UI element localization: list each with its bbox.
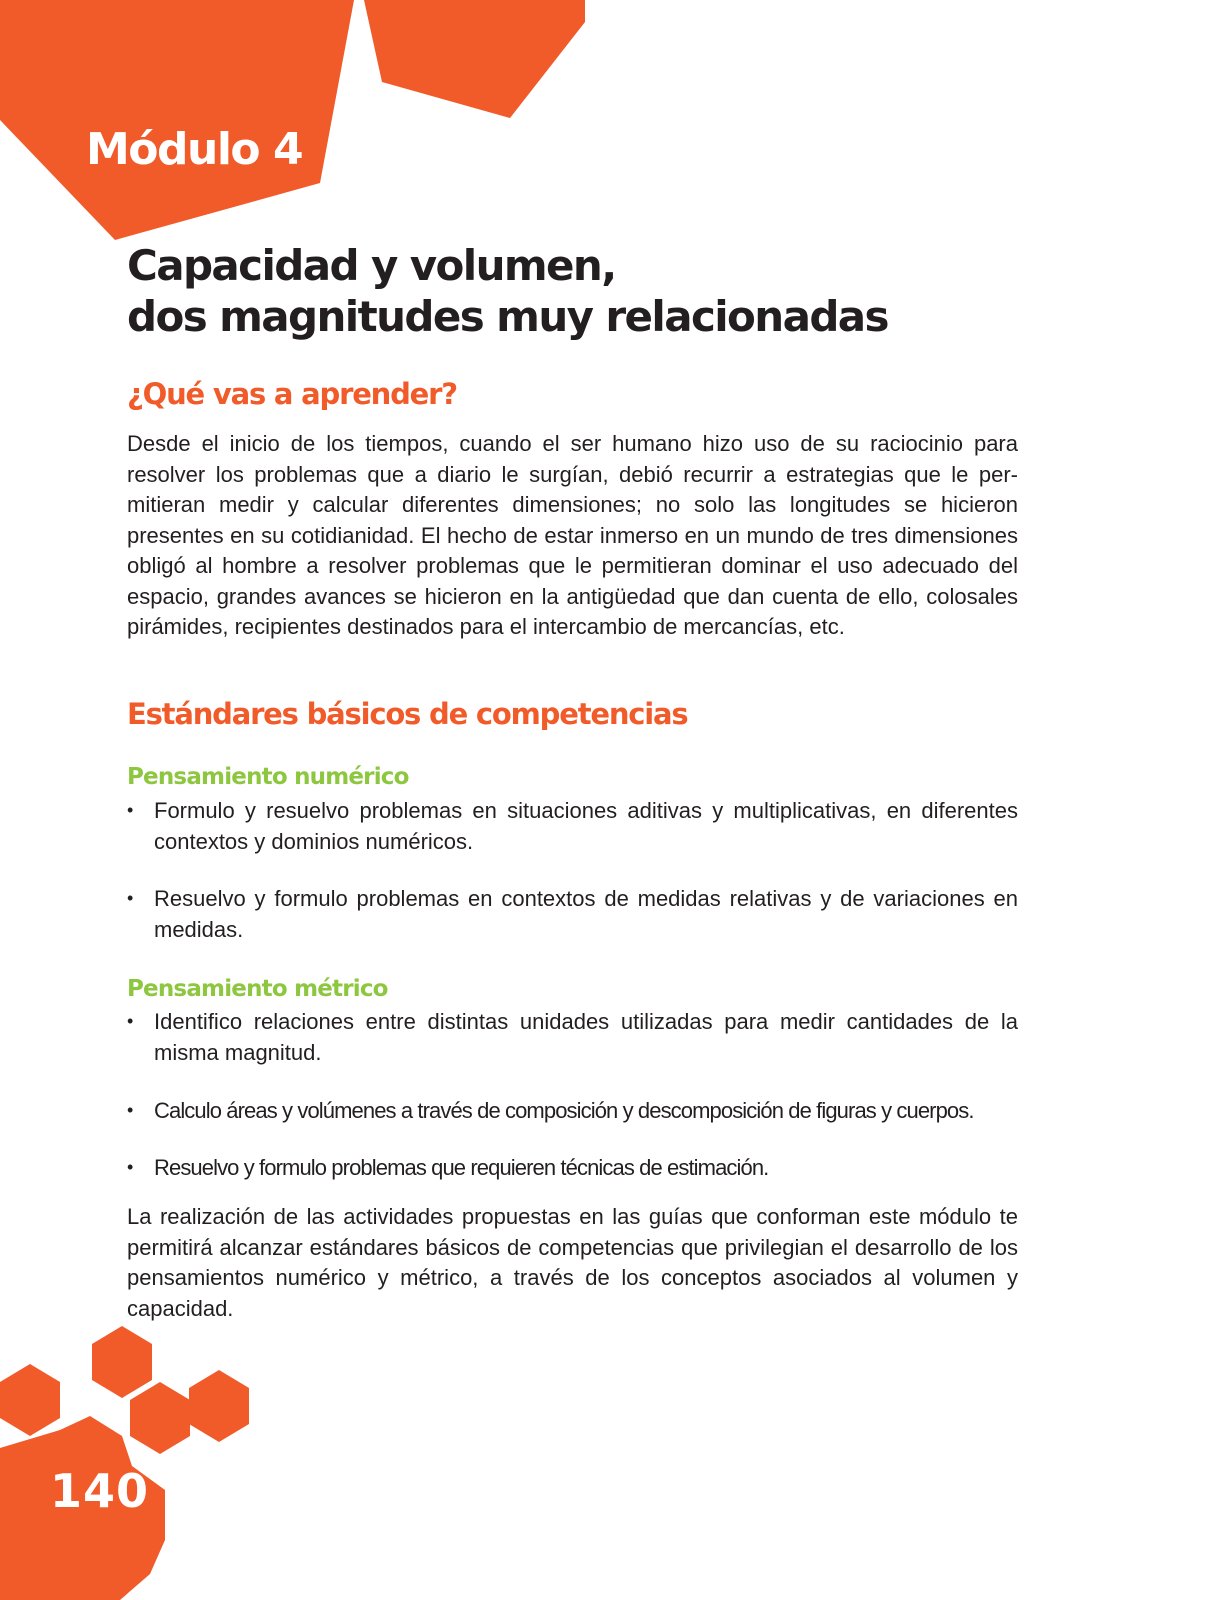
list-item [127,795,1018,857]
closing-paragraph: La realización de las actividades propuestas en las guías que conforman este módulo te permitirá alcanzar estándares básicos de competencias que privilegian el desarrollo de los pensamientos numérico y métrico, a través de los conceptos asociados al volumen y capacidad. [127,1204,1018,1321]
learn-heading: ¿Qué vas a aprender? [127,377,457,411]
list-item-text: Identifico relaciones entre distintas unidades utilizadas para medir cantidades de la misma magnitud. [154,1009,1018,1065]
list-item-text: Formulo y resuelvo problemas en situaciones aditivas y multiplicativas, en diferentes contextos y dominios numéricos. [154,798,1018,854]
bullet-marker: • [127,888,134,908]
page-title [127,240,1027,342]
standards-heading: Estándares básicos de competencias [127,697,688,731]
header-orange-shape [0,0,354,240]
list-item [127,1006,1018,1068]
metric-thinking-heading: Pensamiento métrico [127,976,388,1002]
numeric-thinking-heading: Pensamiento numérico [127,764,409,790]
hexagon-shape [189,1370,249,1442]
list-item [127,1095,1018,1126]
page-number: 140 [50,1464,150,1518]
bullet-marker: • [127,1157,134,1177]
list-item [127,1152,1018,1183]
bullet-marker: • [127,1100,134,1120]
hexagon-shape [130,1382,190,1454]
bullet-marker: • [127,800,134,820]
bottom-hexagon-cluster [0,1320,300,1600]
bullet-marker: • [127,1011,134,1031]
list-item [127,883,1018,945]
list-item-text: Resuelvo y formulo problemas en contextos de medidas relativas y de variaciones en medidas. [154,886,1018,942]
page-title-line-1: Capacidad y volumen, [127,241,616,290]
hexagon-shape [92,1326,152,1398]
list-item-text: Resuelvo y formulo problemas que requieren técnicas de estimación. [154,1155,769,1180]
learn-paragraph: Desde el inicio de los tiempos, cuando el ser humano hizo uso de su raciocinio para resolver los problemas que a diario le surgían, debió recurrir a estrategias que le permitieran medir y calcular diferentes dimensiones; no solo las longitudes se hicieron presentes en su cotidianidad. El hecho de estar inmerso en un mundo de tres dimensiones obligó al hombre a resolver problemas que le permitieran dominar el uso adecuado del espacio, grandes avances se hicieron en la antigüedad que dan cuenta de ello, colosales pirámides, recipientes destinados para el intercambio de mercancías, etc. [127,431,1018,639]
page-title-line-2: dos magnitudes muy relacionadas [127,292,888,341]
list-item-text: Calculo áreas y volúmenes a través de composición y descomposición de figuras y cuerpos. [154,1098,974,1123]
hexagon-shape [0,1364,60,1436]
header-orange-hexagon [364,0,585,118]
top-header-shapes [0,0,600,240]
module-label: Módulo 4 [86,124,303,175]
